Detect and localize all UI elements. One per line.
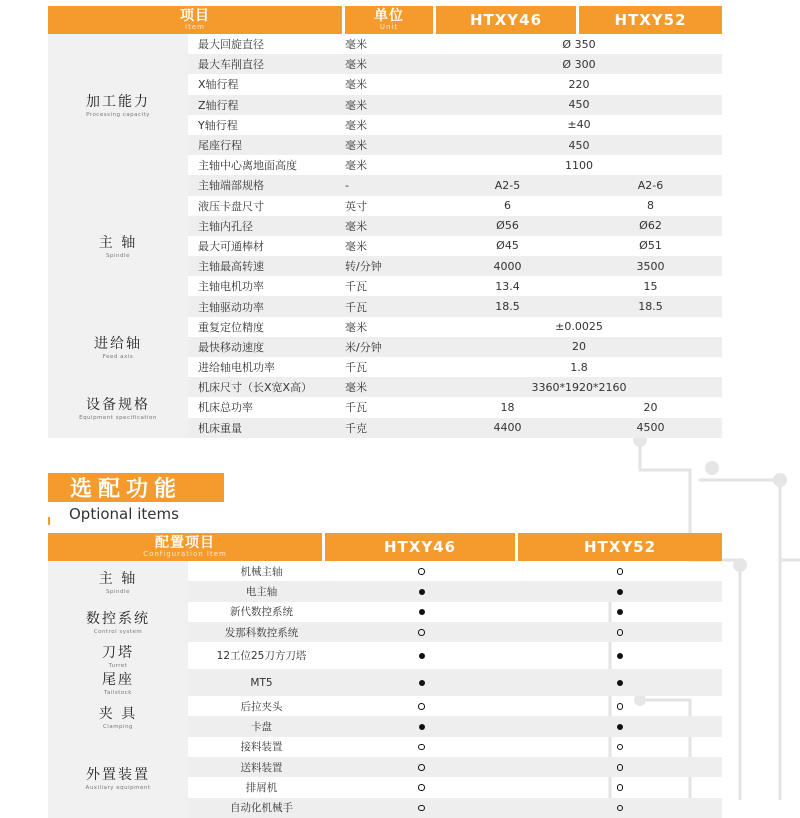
spec-unit: 毫米 <box>345 239 367 253</box>
spec-value-shared: 1.8 <box>570 360 588 374</box>
standard-dot-icon <box>419 680 425 686</box>
spec-category-subname: Equipment specification <box>79 414 157 421</box>
spec-row <box>48 175 722 195</box>
spec-table-header <box>48 6 722 34</box>
optional-circle-icon <box>617 805 624 812</box>
option-row <box>48 642 722 669</box>
spec-unit: 毫米 <box>345 118 367 132</box>
option-htxy52 <box>518 581 722 601</box>
option-name: 接料装置 <box>240 741 283 754</box>
header-config <box>48 533 325 561</box>
header-unit <box>345 6 436 34</box>
spec-value-shared: ±40 <box>567 118 591 132</box>
standard-dot-icon <box>617 653 623 659</box>
spec-name: Z轴行程 <box>188 95 345 115</box>
spec-value-htxy46: 6 <box>504 199 511 213</box>
spec-value-htxy52: 3500 <box>579 256 722 276</box>
header-config-sublabel: Configuration Item <box>143 550 227 558</box>
optional-header-model-2-label: HTXY52 <box>583 537 657 556</box>
spec-row <box>48 34 722 54</box>
spec-name: 最大回旋直径 <box>198 38 264 52</box>
option-htxy52 <box>518 622 722 642</box>
option-name: 卡盘 <box>188 716 325 736</box>
spec-unit: 英寸 <box>345 199 367 213</box>
spec-unit: - <box>345 175 436 195</box>
header-model-1 <box>436 6 579 34</box>
header-config-label: 配置项目 <box>155 535 215 551</box>
optional-circle-icon <box>418 805 425 812</box>
optional-header-model-2 <box>518 533 722 561</box>
spec-name: 机床总功率 <box>198 401 253 415</box>
standard-dot-icon <box>617 680 623 686</box>
spec-value-shared: 220 <box>568 77 590 91</box>
option-name: 排屑机 <box>245 782 278 795</box>
option-name: 机械主轴 <box>240 565 283 578</box>
spec-name: 最大可通棒材 <box>198 239 264 253</box>
option-htxy52 <box>518 798 722 818</box>
option-htxy52 <box>518 777 722 797</box>
spec-category-name: 主 轴 <box>98 235 138 252</box>
spec-value-shared: Ø 300 <box>436 54 722 74</box>
optional-circle-icon <box>418 744 425 751</box>
header-item-sublabel: Item <box>185 23 205 31</box>
option-category-subname: Spindle <box>106 588 130 595</box>
spec-value-htxy52: A2-6 <box>579 175 722 195</box>
spec-category <box>48 34 188 175</box>
standard-dot-icon <box>617 589 623 595</box>
standard-dot-icon <box>617 724 623 730</box>
spec-unit: 毫米 <box>345 377 436 397</box>
spec-value-shared: Ø 350 <box>562 37 596 51</box>
option-category-name: 数控系统 <box>86 611 150 628</box>
option-category-name: 刀塔 <box>102 645 134 662</box>
optional-circle-icon <box>617 744 624 751</box>
option-row <box>48 561 722 581</box>
spec-unit: 毫米 <box>345 216 436 236</box>
spec-unit: 转/分钟 <box>345 256 436 276</box>
option-row <box>48 737 722 757</box>
header-model-2 <box>579 6 722 34</box>
optional-circle-icon <box>617 784 624 791</box>
spec-unit: 千瓦 <box>345 296 436 316</box>
option-category <box>48 602 188 643</box>
option-htxy46 <box>325 669 518 696</box>
option-htxy46 <box>325 737 518 757</box>
option-category-subname: Clamping <box>102 723 134 730</box>
option-category-subname: Control system <box>93 629 143 636</box>
spec-unit: 毫米 <box>345 135 436 155</box>
option-name: 自动化机械手 <box>188 798 325 818</box>
spec-value-htxy46: 18.5 <box>436 296 579 316</box>
optional-circle-icon <box>617 703 624 710</box>
option-htxy46 <box>325 561 518 581</box>
option-htxy46 <box>325 716 518 736</box>
spec-name: 最快移动速度 <box>188 337 345 357</box>
spec-name: 主轴端部规格 <box>188 175 345 195</box>
spec-name: 主轴中心离地面高度 <box>198 159 297 173</box>
header-item <box>48 6 345 34</box>
option-category <box>48 669 188 696</box>
spec-name: 液压卡盘尺寸 <box>198 199 264 213</box>
option-name: 送料装置 <box>188 757 325 777</box>
spec-value-htxy52: 18.5 <box>579 296 722 316</box>
spec-value-htxy52: 15 <box>643 279 658 293</box>
optional-header-model-1 <box>325 533 518 561</box>
spec-category-name: 进给轴 <box>94 336 142 353</box>
option-htxy46 <box>325 642 518 669</box>
option-htxy52 <box>518 716 722 736</box>
spec-value-htxy46: A2-5 <box>436 175 579 195</box>
option-category-subname: Auxiliary equipment <box>85 784 151 791</box>
spec-value-htxy46: 4400 <box>436 418 579 438</box>
spec-value-htxy52: Ø51 <box>639 239 662 253</box>
spec-value-htxy52: 20 <box>643 400 658 414</box>
spec-table <box>48 6 722 438</box>
header-item-label: 项目 <box>180 8 210 24</box>
spec-category <box>48 317 188 378</box>
spec-value-htxy52: Ø62 <box>579 216 722 236</box>
option-htxy52 <box>518 602 722 622</box>
option-category-name: 外置装置 <box>86 766 150 783</box>
spec-name: 机床尺寸（长X宽X高） <box>188 377 345 397</box>
spec-value-shared: 450 <box>436 95 722 115</box>
spec-value-htxy46: Ø45 <box>496 239 519 253</box>
spec-unit: 千瓦 <box>345 280 367 294</box>
spec-category-subname: Feed axis <box>102 354 134 361</box>
optional-circle-icon <box>418 703 425 710</box>
option-htxy46 <box>325 602 518 622</box>
option-name: 电主轴 <box>188 581 325 601</box>
spec-unit: 千克 <box>345 418 436 438</box>
spec-value-htxy46: 13.4 <box>495 279 520 293</box>
spec-name: 主轴最高转速 <box>188 256 345 276</box>
option-name: MT5 <box>188 669 325 696</box>
spec-category-name: 加工能力 <box>86 94 150 111</box>
option-htxy46 <box>325 757 518 777</box>
spec-value-htxy46: 4000 <box>436 256 579 276</box>
spec-value-shared: ±0.0025 <box>555 320 603 334</box>
spec-name: 机床重量 <box>188 418 345 438</box>
spec-name: 主轴驱动功率 <box>188 296 345 316</box>
standard-dot-icon <box>419 609 425 615</box>
spec-name: 尾座行程 <box>188 135 345 155</box>
option-category <box>48 696 188 737</box>
spec-value-htxy46: 18 <box>500 400 515 414</box>
option-htxy52 <box>518 757 722 777</box>
option-category-subname: Tailstock <box>104 690 132 697</box>
standard-dot-icon <box>419 589 425 595</box>
spec-category-subname: Spindle <box>106 253 130 260</box>
option-name: 新代数控系统 <box>230 606 293 619</box>
spec-table-container <box>48 6 722 438</box>
spec-value-htxy52: 8 <box>647 199 654 213</box>
optional-circle-icon <box>617 764 624 771</box>
spec-name: Y轴行程 <box>198 118 238 132</box>
optional-circle-icon <box>418 629 425 636</box>
spec-unit: 米/分钟 <box>345 337 436 357</box>
optional-subtitle: Optional items <box>69 505 179 523</box>
spec-value-shared: 1100 <box>565 158 593 172</box>
spec-value-shared: 20 <box>436 337 722 357</box>
optional-circle-icon <box>418 568 425 575</box>
spec-value-shared: 3360*1920*2160 <box>436 377 722 397</box>
option-category <box>48 561 188 602</box>
header-unit-label: 单位 <box>374 8 404 24</box>
spec-unit: 千瓦 <box>345 361 367 375</box>
option-htxy52 <box>518 561 722 581</box>
option-htxy52 <box>518 696 722 716</box>
spec-value-htxy46: Ø56 <box>436 216 579 236</box>
option-htxy52 <box>518 642 722 669</box>
option-name: 12工位25刀方刀塔 <box>216 650 307 663</box>
optional-table-header <box>48 533 722 561</box>
option-category-name: 尾座 <box>102 672 134 689</box>
option-row <box>48 696 722 716</box>
spec-name: X轴行程 <box>198 78 239 92</box>
option-htxy46 <box>325 798 518 818</box>
option-category-name: 主 轴 <box>98 570 138 587</box>
spec-unit: 毫米 <box>345 38 367 52</box>
option-name: 发那科数控系统 <box>188 622 325 642</box>
optional-table-container <box>48 533 722 818</box>
spec-value-htxy52: 4500 <box>579 418 722 438</box>
spec-unit: 毫米 <box>345 54 436 74</box>
spec-category <box>48 377 188 438</box>
spec-row <box>48 377 722 397</box>
option-category <box>48 737 188 818</box>
standard-dot-icon <box>419 653 425 659</box>
option-row <box>48 602 722 622</box>
spec-value-shared: 450 <box>436 135 722 155</box>
spec-unit: 毫米 <box>345 95 436 115</box>
optional-table <box>48 533 722 818</box>
spec-name: 最大车削直径 <box>188 54 345 74</box>
option-htxy46 <box>325 696 518 716</box>
header-model-1-label: HTXY46 <box>469 10 543 29</box>
spec-unit: 毫米 <box>345 78 367 92</box>
option-category-subname: Turret <box>108 663 128 670</box>
standard-dot-icon <box>617 609 623 615</box>
option-htxy46 <box>325 777 518 797</box>
spec-row <box>48 317 722 337</box>
option-name: 后拉夹头 <box>240 700 283 713</box>
spec-name: 重复定位精度 <box>198 320 264 334</box>
option-htxy52 <box>518 669 722 696</box>
optional-title: 选配功能 <box>70 477 183 502</box>
header-model-2-label: HTXY52 <box>614 10 687 29</box>
option-row <box>48 669 722 696</box>
optional-circle-icon <box>617 629 624 636</box>
optional-circle-icon <box>418 784 425 791</box>
option-htxy46 <box>325 622 518 642</box>
spec-unit: 千瓦 <box>345 401 367 415</box>
optional-header-model-1-label: HTXY46 <box>383 537 457 556</box>
spec-name: 主轴内孔径 <box>188 216 345 236</box>
spec-unit: 毫米 <box>345 320 367 334</box>
spec-name: 进给轴电机功率 <box>198 361 275 375</box>
standard-dot-icon <box>419 724 425 730</box>
option-htxy52 <box>518 737 722 757</box>
spec-unit: 毫米 <box>345 159 367 173</box>
option-category <box>48 642 188 669</box>
spec-name: 主轴电机功率 <box>198 280 264 294</box>
optional-circle-icon <box>617 568 624 575</box>
spec-category-subname: Processing capacity <box>86 112 150 119</box>
header-unit-sublabel: Unit <box>379 23 399 31</box>
option-htxy46 <box>325 581 518 601</box>
option-category-name: 夹 具 <box>98 705 138 722</box>
optional-title-accent <box>48 517 50 525</box>
optional-circle-icon <box>418 764 425 771</box>
spec-category-name: 设备规格 <box>86 396 150 413</box>
spec-category <box>48 175 188 316</box>
